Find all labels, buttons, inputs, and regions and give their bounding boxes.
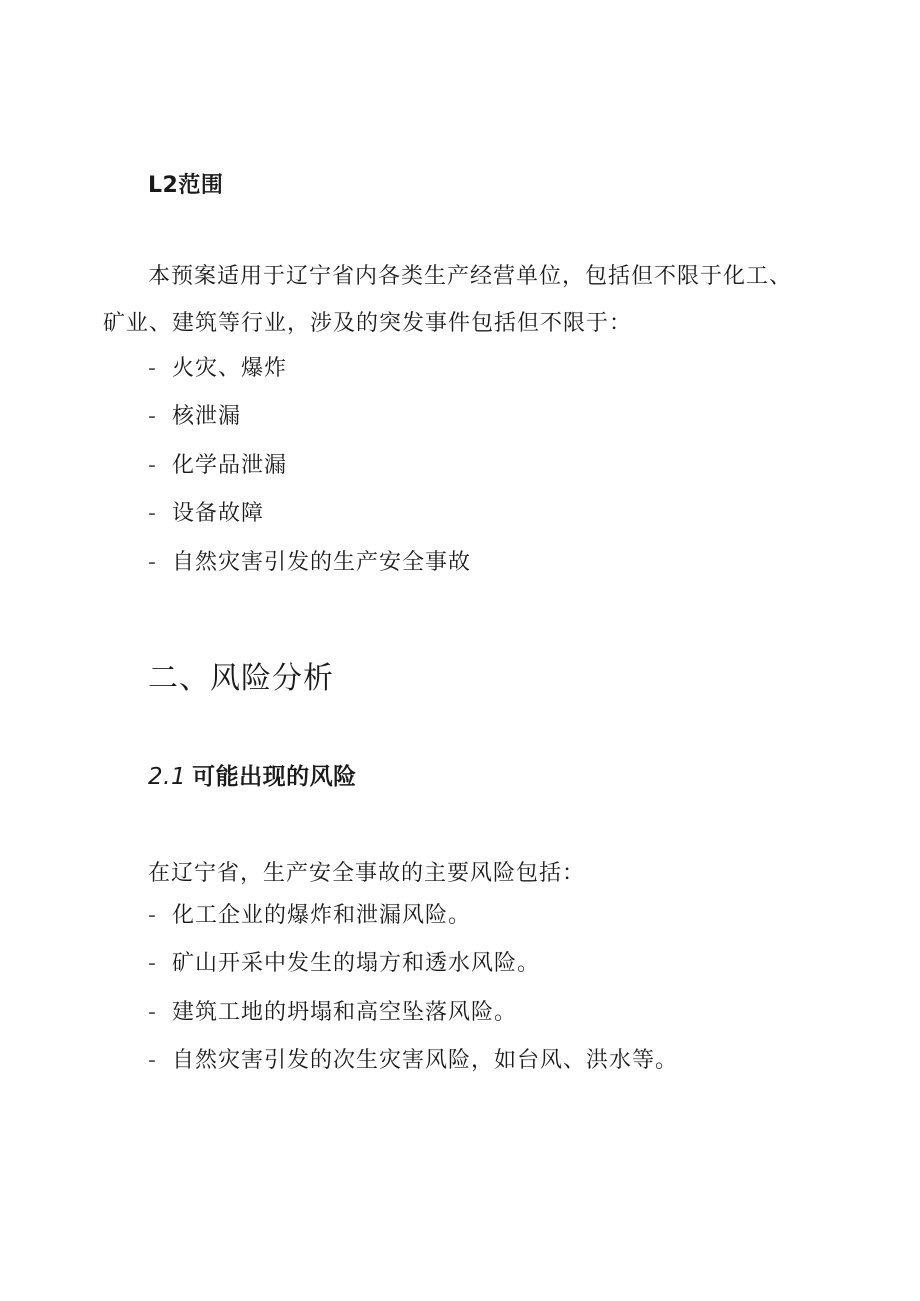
list-item: - 矿山开采中发生的塌方和透水风险。 [148, 940, 678, 988]
list-marker: - [148, 404, 157, 430]
list-marker: - [148, 1048, 157, 1074]
risk-paragraph: 在辽宁省，生产安全事故的主要风险包括： [148, 861, 586, 886]
list-item: - 设备故障 [148, 490, 471, 538]
scope-event-list [148, 345, 471, 587]
list-marker: - [148, 999, 157, 1025]
scope-paragraph: 本预案适用于辽宁省内各类生产经营单位，包括但不限于化工、矿业、建筑等行业，涉及的突发事件包括但不限于： [103, 264, 793, 336]
risk-list [148, 892, 678, 1086]
list-item: - 核泄漏 [148, 393, 471, 441]
list-item: - 化学品泄漏 [148, 442, 471, 490]
list-item: - 火灾、爆炸 [148, 345, 471, 393]
list-item: - 化工企业的爆炸和泄漏风险。 [148, 892, 678, 940]
list-marker: - [148, 501, 157, 527]
list-item: - 建筑工地的坍塌和高空坠落风险。 [148, 989, 678, 1037]
list-marker: - [148, 549, 157, 575]
list-item: - 自然灾害引发的生产安全事故 [148, 539, 471, 587]
section-title: 可能出现的风险 [192, 764, 357, 790]
list-marker: - [148, 356, 157, 381]
list-marker: - [148, 951, 157, 977]
list-marker: - [148, 452, 157, 478]
section-heading-scope: L2范围 [148, 173, 224, 198]
chapter-heading-risk-analysis: 二、风险分析 [148, 661, 334, 696]
list-item: - 自然灾害引发的次生灾害风险，如台风、洪水等。 [148, 1037, 678, 1085]
section-heading-possible-risks [148, 758, 357, 791]
list-marker: - [148, 903, 157, 928]
section-number: 2.1 [148, 764, 187, 790]
